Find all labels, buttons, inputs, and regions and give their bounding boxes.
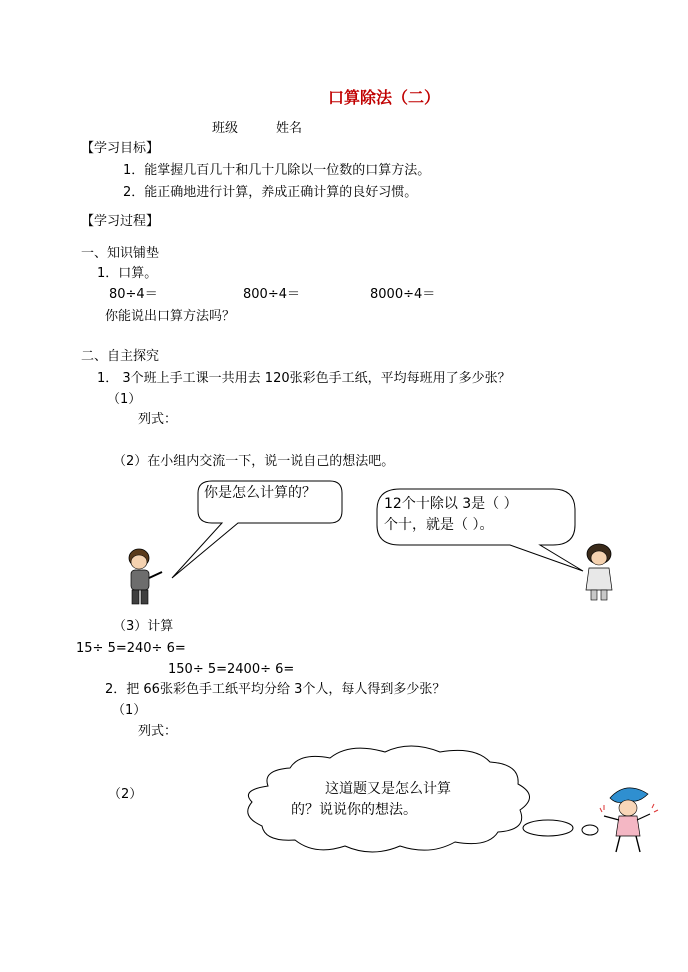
- goal-item-2: 2．能正确地进行计算，养成正确计算的良好习惯。: [123, 185, 418, 200]
- question-2: 2．把 66张彩色手工纸平均分给 3个人，每人得到多少张？: [105, 682, 446, 697]
- question-1: 1． 3个班上手工课一共用去 120张彩色手工纸，平均每班用了多少张？: [97, 371, 511, 386]
- kid-dancing-icon: [600, 788, 658, 852]
- q1-formula-label: 列式：: [138, 412, 178, 427]
- q1-sub3: （3）计算: [113, 619, 174, 634]
- goal-item-1: 1．能掌握几百几十和几十几除以一位数的口算方法。: [123, 163, 431, 178]
- section1-heading: 一、知识铺垫: [81, 246, 160, 261]
- cloud-text-line2: 的？说说你的想法。: [291, 802, 417, 818]
- section1-item: 1．口算。: [97, 266, 158, 281]
- page-title: 口算除法（二）: [328, 88, 441, 107]
- q1-sub1: （1）: [107, 392, 142, 407]
- goals-heading: 【学习目标】: [81, 141, 160, 156]
- name-label: 姓名: [276, 121, 303, 136]
- thought-cloud: [248, 746, 530, 852]
- expr-1: 80÷4＝: [109, 287, 158, 302]
- left-bubble-text: 你是怎么计算的？: [204, 485, 316, 501]
- expr-3: 8000÷4＝: [370, 287, 436, 302]
- q2-formula-label: 列式：: [138, 724, 178, 739]
- process-heading: 【学习过程】: [81, 214, 160, 229]
- q2-sub1: （1）: [112, 703, 147, 718]
- q2-sub2: （2）: [108, 787, 143, 802]
- calc-line-2: 150÷ 5=2400÷ 6=: [168, 662, 295, 677]
- thought-bubble-small-1: [523, 820, 573, 836]
- girl-figure-icon: [586, 544, 612, 600]
- right-bubble-line1: 12个十除以 3是（ ）: [384, 496, 518, 512]
- right-bubble-line2: 个十，就是（ ）。: [384, 517, 494, 533]
- class-label: 班级: [212, 121, 239, 136]
- q1-sub2: （2）在小组内交流一下，说一说自己的想法吧。: [113, 454, 395, 469]
- thought-bubble-small-2: [582, 825, 598, 835]
- calc-line-1: 15÷ 5=240÷ 6=: [76, 641, 186, 656]
- cloud-text-line1: 这道题又是怎么计算: [325, 781, 451, 797]
- section2-heading: 二、自主探究: [81, 349, 160, 364]
- section1-question: 你能说出口算方法吗？: [105, 309, 236, 324]
- expr-2: 800÷4＝: [243, 287, 300, 302]
- boy-figure-icon: [129, 549, 162, 604]
